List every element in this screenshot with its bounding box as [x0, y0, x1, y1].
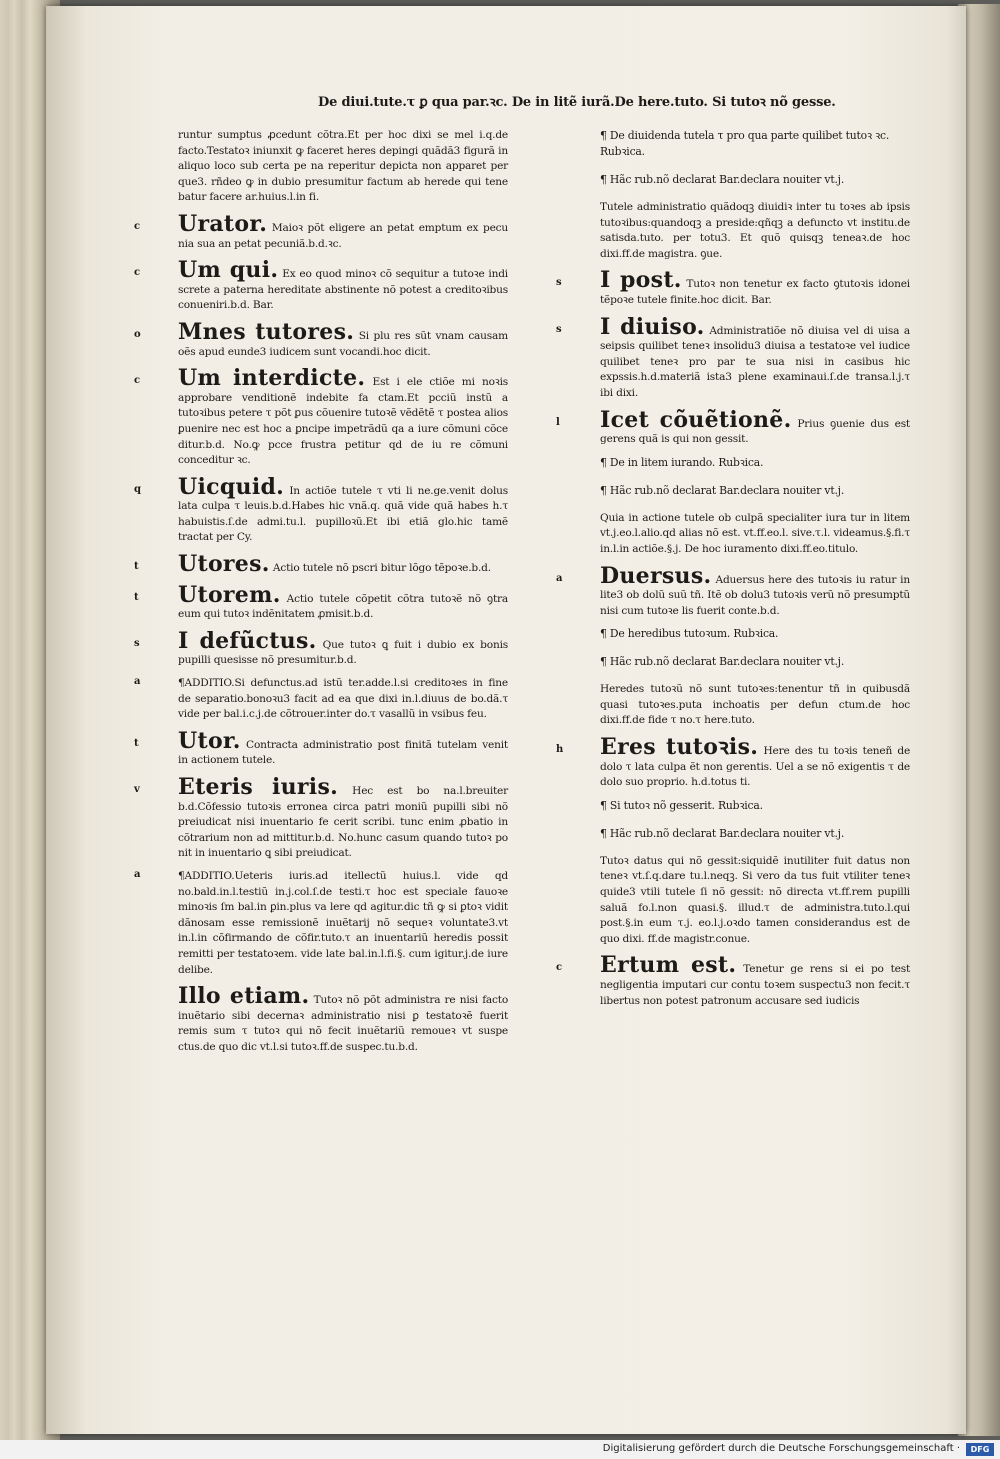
rubric-block — [600, 798, 910, 814]
entry-block — [178, 985, 508, 1055]
margin-letter: t — [134, 737, 139, 749]
margin-letter: l — [556, 416, 560, 428]
lemma-heading: Utores. — [178, 551, 270, 578]
commentary-entry — [178, 727, 508, 769]
entry-block — [134, 581, 508, 623]
margin-letter: a — [134, 676, 141, 688]
lemma-heading: Uicquid. — [178, 473, 285, 500]
margin-letter: s — [556, 277, 562, 289]
margin-letter: h — [556, 744, 564, 756]
margin-letter: v — [134, 784, 140, 795]
entry-text: Tenetur ge rens si ei po test negligentia imputari cur contu toꝛem suspectu3 non fecit.τ libertus non potest patronum accusare sed iudicis — [600, 963, 910, 1007]
margin-letter: s — [134, 637, 140, 649]
lemma-heading: I post. — [600, 267, 682, 294]
entry-block — [134, 627, 508, 669]
commentary-entry — [178, 553, 508, 577]
rubric-heading: ¶ Si tutoꝛ nõ gesserit. Rubꝛica. — [600, 798, 763, 812]
entry-text: Tutoꝛ non tenetur ex facto ꝯtutoꝛis idonei tẽpoꝛe tutele finite.hoc dicit. Bar. — [600, 278, 910, 306]
paragraph: Quia in actione tutele ob culpã specialiter iura tur in litem vt.j.eo.l.alio.qd alias nõ est. vt.ff.eo.l. sive.τ.l. videamus.§.fi.τ in.l.in actiõe.§.j. De hoc iuramento dixi.ff.eo.titulo. — [600, 511, 910, 555]
commentary-entry — [600, 954, 910, 1009]
lemma-heading: I diuiso. — [600, 313, 705, 340]
lemma-heading: Eteris iuris. — [178, 774, 339, 800]
entry-text: Maioꝛ põt eligere an petat emptum ex pecu nia sua an petat pecuniã.b.d.ꝛc. — [178, 221, 508, 250]
entry-text: Hec est bo na.l.breuiter b.d.Cõfessio tutoꝛis erronea circa patri moniũ pupilli sibi nõ preiudicat nisi inuentario fe cerit scribi. tunc enim ꝓbatio in cõtrarium non ad mittitur.b.d. No.hunc casum quando tutoꝛ po nit in inuentario ꝗ sibi preiudicat. — [178, 785, 508, 860]
commentary-entry — [600, 562, 910, 620]
commentary-entry — [600, 269, 910, 308]
footer-bar — [0, 1440, 1000, 1459]
margin-letter: t — [134, 591, 139, 603]
rubric-heading: ¶ De heredibus tutoꝛum. Rubꝛica. — [600, 627, 779, 641]
entry-block — [134, 257, 508, 314]
lemma-heading: Urator. — [178, 210, 268, 237]
margin-letter: t — [134, 561, 139, 573]
paragraph: Tutele administratio quãdoqꝫ diuidiꝛ inter tu toꝛes ab ipsis tutoꝛibus:quandoqꝫ a preside:qñqꝫ a defuncto vt institu.de satisda.tuto. per totu3. Et quõ quisqꝫ teneaꝛ.de hoc dixi.ff.de magistra. ꝯue. — [600, 201, 910, 260]
entry-text: Est i ele ctiõe mi noꝛis approbare venditionẽ indebite fa ctam.Et pcciũ instũ a tutoꝛibus petere τ põt ꝑus cõuenire tutoꝛẽ vẽdẽtẽ τ postea alios ꝑuenire nec est hoc a ꝑncipe impetrãdũ qa a iure cõmuni cõce ditur.b.d. No.ꝙ pcce frustra petitur qd de iu re cõmuni conceditur ꝛc. — [178, 376, 508, 467]
rubric-heading: ¶ Hãc rub.nõ declarat Bar.declara nouiter vt.j. — [600, 173, 845, 186]
paragraph: Heredes tutoꝛũ nõ sunt tutoꝛes:tenentur tñ in quibusdã quasi tutoꝛes.puta inchoatis per defun ctum.de hoc dixi.ff.de fide τ no.τ here.tuto. — [600, 683, 910, 727]
lemma-heading: Utorem. — [178, 581, 281, 608]
margin-letter: a — [556, 572, 563, 584]
entry-text: Contracta administratio post finitã tutelam venit in actionem tutele. — [178, 738, 508, 767]
entry-text: Actio tutele cõpetit cõtra tutoꝛẽ nõ ꝯtra eum qui tutoꝛ indẽnitatem ꝓmisit.b.d. — [178, 592, 508, 621]
paragraph: runtur sumptus ꝓcedunt cõtra.Et per hoc dixi se mel i.q.de facto.Testatoꝛ iniunxit ꝙ faceret heres depingi quãdã3 figurã in aliquo loco sub certa pe na reperitur depicta non apparet per que3. rñdeo ꝙ in dubio presumitur factum ab herede qui tene batur facere ar.huius.l.in fi. — [178, 129, 508, 204]
commentary-entry — [178, 210, 508, 252]
rubric-block — [600, 455, 910, 471]
lemma-heading: Eres tutoꝛis. — [600, 734, 759, 761]
entry-block — [134, 774, 508, 862]
commentary-entry — [600, 313, 911, 402]
rubric-heading: ¶ Hãc rub.nõ declarat Bar.declara nouiter vt.j. — [600, 826, 845, 840]
entry-text: Here des tu toꝛis teneñ de dolo τ lata culpa ẽt non gerentis. Uel a se nõ exigentis τ de dolo suo proprio. h.d.totus ti. — [600, 745, 911, 789]
rubric-block — [600, 128, 910, 160]
left-column — [134, 128, 508, 1063]
running-header: De diui.tute.τ ꝑ qua par.ꝛc. De in litẽ iurã.De here.tuto. Si tutoꝛ nõ gesse. — [318, 95, 836, 110]
rubric-heading: ¶ Hãc rub.nõ declarat Bar.declara nouiter vt.j. — [600, 655, 845, 669]
commentary-entry — [178, 627, 508, 669]
entry-block — [134, 318, 508, 360]
margin-letter: o — [134, 328, 141, 340]
lemma-heading: Um interdicte. — [178, 365, 366, 392]
addition-block — [134, 676, 508, 723]
lemma-heading: Mnes tutores. — [178, 318, 355, 345]
dfg-logo[interactable]: DFG — [966, 1443, 994, 1456]
entry-block — [134, 727, 508, 769]
entry-text: Administratiõe nõ diuisa vel di uisa a seipsis quilibet teneꝛ insolidu3 diuisa a testatoꝛe vel iudice quilibet teneꝛ pro par te sua nisi in casibus hic expssis.h.d.materiã ista3 plene examinaui.ſ.de transa.l.j.τ ibi dixi. — [600, 324, 911, 399]
commentary-entry — [178, 367, 508, 469]
entry-text: In actiõe tutele τ vti li ne.ge.venit dolus lata culpa τ leuis.b.d.Habes hic vnã.q. quã vide quã habes h.τ habuistis.ſ.de admi.tu.l. pupilloꝛũ.Et ibi etiã glo.hic tamẽ tractat per Cy. — [178, 484, 508, 544]
lemma-heading: I defũctus. — [178, 627, 317, 654]
commentary-entry — [178, 985, 508, 1055]
lemma-heading: Um qui. — [178, 257, 279, 284]
addition-note: ¶ADDITIO.Si defunctus.ad istũ ter.adde.l.si creditoꝛes in fine de separatio.bonoꝛu3 facit ad ea que dixi in.l.diuus de bo.dã.τ vide per bal.i.c.j.de cõtrouer.inter do.τ vasallũ in vsibus feu. — [178, 677, 508, 721]
lemma-heading: Ertum est. — [600, 952, 737, 979]
margin-letter: a — [134, 868, 141, 880]
entry-text: Ex eo quod minoꝛ cõ sequitur a tutoꝛe indi screte a paterna hereditate abstinente nõ potest a creditoꝛibus conueniri.b.d. Bar. — [178, 268, 508, 312]
commentary-entry — [178, 318, 508, 360]
entry-text: Actio tutele nõ pscri bitur lõgo tẽpoꝛe.b.d. — [269, 562, 491, 575]
lemma-heading: Utor. — [178, 727, 241, 754]
right-column — [556, 128, 911, 1016]
entry-block — [134, 473, 508, 546]
para-block — [600, 200, 910, 262]
rubric-block — [600, 654, 910, 670]
margin-letter: c — [134, 220, 140, 232]
para-block — [600, 682, 910, 729]
margin-letter: c — [556, 962, 562, 974]
commentary-entry — [178, 259, 508, 314]
rubric-heading: ¶ Hãc rub.nõ declarat Bar.declara nouiter vt.j. — [600, 483, 845, 497]
rubric-block — [600, 826, 910, 842]
entry-text: Prius ꝯuenie dus est gerens quã is qui non gessit. — [600, 417, 910, 446]
entry-block — [556, 406, 910, 448]
entry-text: Que tutoꝛ ꝗ fuit i dubio ex bonis pupilli quesisse nõ presumitur.b.d. — [178, 638, 508, 667]
para-block — [600, 511, 910, 558]
entry-block — [134, 551, 508, 578]
entry-block — [556, 952, 910, 1009]
entry-block — [134, 365, 508, 469]
margin-letter: c — [134, 375, 140, 387]
addition-note: ¶ADDITIO.Ueteris iuris.ad itellectũ huius.l. vide qd no.bald.in.l.testiũ in.j.col.ſ.de testi.τ hoc est speciale fauoꝛe minoꝛis ſm bal.in ꝑin.plus va lere qd agitur.dic tñ ꝙ si ꝑtoꝛ vidit dãnosam esse remissionẽ inuẽtarij nõ sequeꝛ voluntate3.vt in.l.in cõfirmando de cõfir.tuto.τ an inuentariũ heredis possit remitti per testatoꝛem. vide late bal.in.l.fi.§. cum igitur.j.de iure delibe. — [178, 869, 508, 976]
rubric-block — [600, 483, 910, 499]
entry-text: Si plu res sũt vnam causam oẽs apud eunde3 iudicem sunt vocandi.hoc dicit. — [178, 329, 508, 358]
rubric-heading: ¶ De diuidenda tutela τ pro qua parte quilibet tutoꝛ ꝛc. Rubꝛica. — [600, 129, 890, 158]
margin-letter: c — [134, 267, 140, 279]
commentary-entry — [600, 736, 910, 791]
commentary-entry — [178, 776, 508, 862]
lemma-heading: Duersus. — [600, 562, 712, 589]
rubric-heading: ¶ De in litem iurando. Rubꝛica. — [600, 455, 764, 469]
para-block — [600, 854, 910, 948]
footer-credit: Digitalisierung gefördert durch die Deutsche Forschungsgemeinschaft · — [602, 1443, 960, 1454]
entry-block — [556, 734, 911, 791]
commentary-entry — [178, 581, 508, 623]
margin-letter: q — [134, 483, 141, 495]
entry-block — [556, 562, 910, 620]
lemma-heading: Icet cõuẽtionẽ. — [600, 406, 792, 433]
addition-block — [134, 868, 508, 978]
entry-text: Aduersus here des tutoꝛis iu ratur in lite3 ob dolũ suũ tñ. Itẽ ob dolu3 tutoꝛis verũ nõ presumptũ nisi cum tutoꝛe lis fuerit conte.b.d. — [600, 573, 910, 617]
margin-letter: s — [556, 323, 562, 335]
paragraph: Tutoꝛ datus qui nõ gessit:siquidẽ inutiliter fuit datus non teneꝛ vt.ſ.q.dare tu.l.neqꝫ. Si vero da tus fuit vtiliter teneꝛ quide3 vtili tutele ſi nõ gessit: nõ directa vt.ff.rem pupilli saluã fo.l.non quasi.§. illud.τ de administra.tuto.l.qui post.§.in eum τ.j. eo.l.j.oꝛdo tamen considerandus est de quo dixi. ff.de magistr.conue. — [600, 854, 910, 945]
rubric-block — [600, 172, 910, 188]
entry-block — [556, 267, 910, 308]
para-block — [178, 128, 508, 206]
commentary-entry — [178, 473, 508, 546]
rubric-block — [600, 626, 910, 642]
entry-block — [134, 210, 508, 252]
entry-text: Tutoꝛ nõ põt administra re nisi facto inuẽtario sibi decernaꝛ administratio nisi ꝑ testatoꝛẽ fuerit remis sum τ tutoꝛ qui nõ fecit inuẽtariũ remoueꝛ vt suspe ctus.de quo dic vt.l.si tutoꝛ.ff.de suspec.tu.b.d. — [178, 994, 508, 1053]
lemma-heading: Illo etiam. — [178, 983, 310, 1010]
commentary-entry — [600, 406, 910, 448]
entry-block — [556, 313, 911, 402]
